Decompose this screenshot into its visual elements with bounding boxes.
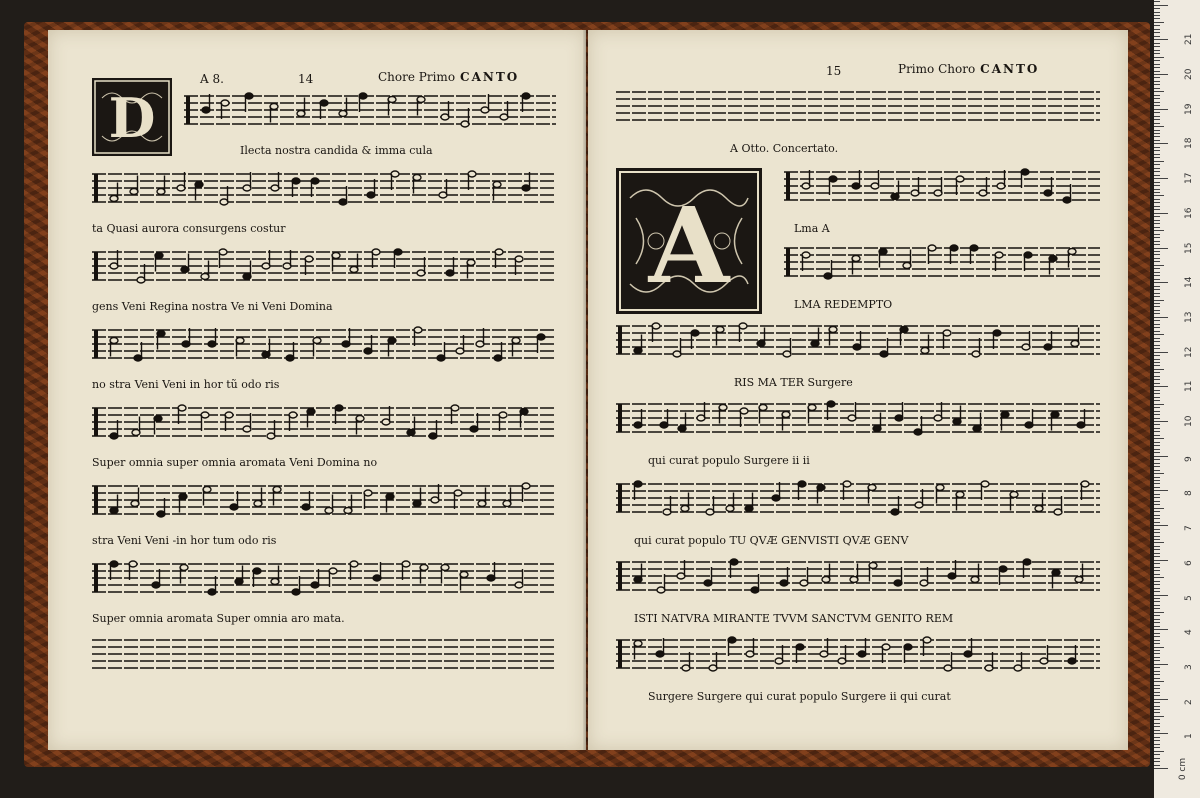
ruler-tick	[1154, 105, 1160, 106]
measurement-ruler	[1154, 0, 1200, 798]
ruler-tick	[1154, 220, 1160, 221]
ruler-tick	[1154, 515, 1160, 516]
ruler-tick	[1154, 463, 1160, 464]
ruler-tick	[1154, 758, 1160, 759]
music-staff	[92, 560, 556, 596]
ruler-tick	[1154, 296, 1160, 297]
ruler-tick	[1154, 695, 1160, 696]
ruler-number: 4	[1184, 629, 1194, 636]
ruler-number: 12	[1184, 346, 1194, 358]
ruler-tick	[1154, 574, 1160, 575]
music-staff	[784, 244, 1100, 280]
ruler-tick	[1154, 279, 1160, 280]
right-page	[588, 30, 1128, 750]
left-initial-letter: D	[108, 86, 156, 150]
ruler-tick	[1154, 712, 1160, 713]
left-page-header	[378, 70, 519, 84]
ruler-tick	[1154, 154, 1160, 155]
right-header-choir: Primo Choro	[898, 62, 976, 76]
ruler-tick	[1154, 588, 1160, 589]
ruler-tick	[1154, 438, 1164, 439]
ruler-tick	[1154, 140, 1160, 141]
ruler-tick	[1154, 511, 1160, 512]
ruler-tick	[1154, 362, 1160, 363]
ruler-tick	[1154, 518, 1160, 519]
ruler-tick	[1154, 43, 1160, 44]
right-header-part: CANTO	[980, 62, 1040, 76]
ruler-tick	[1154, 57, 1164, 58]
ruler-tick	[1154, 112, 1160, 113]
ruler-tick	[1154, 230, 1164, 231]
music-staff	[616, 400, 1100, 436]
lyric-line: ta Quasi aurora consurgens costur	[92, 222, 286, 235]
music-staff	[184, 92, 556, 128]
ruler-tick	[1154, 18, 1160, 19]
ruler-tick	[1154, 414, 1160, 415]
ruler-tick	[1154, 640, 1160, 641]
ruler-tick	[1154, 678, 1160, 679]
ruler-tick	[1154, 123, 1160, 124]
ruler-tick	[1154, 64, 1160, 65]
right-decorated-initial	[616, 168, 762, 314]
ruler-tick	[1154, 754, 1160, 755]
ruler-tick	[1154, 234, 1160, 235]
ruler-tick	[1154, 293, 1160, 294]
ruler-tick	[1154, 452, 1160, 453]
ruler-tick	[1154, 213, 1168, 214]
ruler-tick	[1154, 765, 1160, 766]
ruler-tick	[1154, 77, 1160, 78]
ruler-tick	[1154, 737, 1160, 738]
ruler-tick	[1154, 466, 1160, 467]
ruler-tick	[1154, 428, 1160, 429]
ruler-tick	[1154, 768, 1168, 769]
music-staff	[784, 168, 1100, 204]
ruler-tick	[1154, 636, 1160, 637]
ruler-tick	[1154, 265, 1164, 266]
ruler-tick	[1154, 532, 1160, 533]
ruler-tick	[1154, 303, 1160, 304]
ruler-tick	[1154, 504, 1160, 505]
ruler-tick	[1154, 626, 1160, 627]
ruler-tick	[1154, 130, 1160, 131]
ruler-tick	[1154, 664, 1168, 665]
ruler-tick	[1154, 681, 1164, 682]
ruler-tick	[1154, 209, 1160, 210]
lyric-line: Super omnia super omnia aromata Veni Domina no	[92, 456, 378, 469]
ruler-tick	[1154, 730, 1160, 731]
lyric-line: Surgere Surgere qui curat populo Surgere ii qui curat	[648, 690, 951, 703]
ruler-tick	[1154, 761, 1160, 762]
right-page-subtitle: A Otto. Concertato.	[730, 142, 839, 155]
ruler-tick	[1154, 60, 1160, 61]
ruler-tick	[1154, 185, 1160, 186]
ruler-tick	[1154, 716, 1164, 717]
ruler-tick	[1154, 36, 1160, 37]
ruler-tick	[1154, 345, 1160, 346]
ruler-tick	[1154, 53, 1160, 54]
music-staff	[92, 636, 556, 672]
ruler-tick	[1154, 660, 1160, 661]
ruler-tick	[1154, 601, 1160, 602]
ruler-tick	[1154, 577, 1164, 578]
ruler-tick	[1154, 612, 1164, 613]
ruler-tick	[1154, 258, 1160, 259]
ruler-tick	[1154, 248, 1168, 249]
ruler-tick	[1154, 147, 1160, 148]
ruler-tick	[1154, 483, 1160, 484]
ruler-number: 1	[1184, 733, 1194, 740]
ruler-tick	[1154, 591, 1160, 592]
ruler-tick	[1154, 522, 1160, 523]
ruler-tick	[1154, 490, 1168, 491]
ruler-tick	[1154, 8, 1160, 9]
ruler-tick	[1154, 404, 1164, 405]
ruler-tick	[1154, 424, 1160, 425]
ruler-tick	[1154, 619, 1160, 620]
ruler-tick	[1154, 719, 1160, 720]
ruler-tick	[1154, 341, 1160, 342]
ruler-tick	[1154, 359, 1160, 360]
ruler-tick	[1154, 560, 1168, 561]
ruler-tick	[1154, 244, 1160, 245]
ruler-tick	[1154, 723, 1160, 724]
ruler-tick	[1154, 348, 1160, 349]
ruler-tick	[1154, 192, 1160, 193]
lyric-line: stra Veni Veni -in hor tum odo ris	[92, 534, 277, 547]
ruler-tick	[1154, 365, 1160, 366]
ruler-tick	[1154, 699, 1168, 700]
ruler-tick	[1154, 223, 1160, 224]
ruler-tick	[1154, 150, 1160, 151]
ruler-tick	[1154, 629, 1168, 630]
ruler-tick	[1154, 1, 1160, 2]
lyric-line: qui curat populo TU QVÆ GENVISTI QVÆ GENV	[634, 534, 909, 547]
ruler-tick	[1154, 216, 1160, 217]
ruler-tick	[1154, 383, 1160, 384]
lyric-line: Super omnia aromata Super omnia aro mata.	[92, 612, 345, 625]
ruler-tick	[1154, 272, 1160, 273]
ruler-tick	[1154, 261, 1160, 262]
ruler-tick	[1154, 487, 1160, 488]
ruler-number: 14	[1184, 276, 1194, 289]
ruler-tick	[1154, 494, 1160, 495]
ruler-tick	[1154, 81, 1160, 82]
left-page-signature: A 8.	[200, 72, 224, 86]
ruler-tick	[1154, 164, 1160, 165]
ruler-tick	[1154, 116, 1160, 117]
ruler-tick	[1154, 442, 1160, 443]
ruler-number: 21	[1184, 33, 1194, 46]
ruler-tick	[1154, 84, 1160, 85]
ruler-tick	[1154, 733, 1168, 734]
ruler-tick	[1154, 317, 1168, 318]
ruler-tick	[1154, 747, 1160, 748]
ruler-tick	[1154, 289, 1160, 290]
ruler-tick	[1154, 449, 1160, 450]
lyric-line: gens Veni Regina nostra Ve ni Veni Domina	[92, 300, 333, 313]
left-header-part: CANTO	[460, 70, 520, 84]
ruler-tick	[1154, 657, 1160, 658]
ruler-tick	[1154, 386, 1168, 387]
lyric-line: Lma A	[794, 222, 830, 235]
ruler-tick	[1154, 400, 1160, 401]
ruler-tick	[1154, 275, 1160, 276]
music-staff	[92, 170, 556, 206]
ruler-tick	[1154, 459, 1160, 460]
ruler-tick	[1154, 605, 1160, 606]
ruler-tick	[1154, 685, 1160, 686]
ruler-tick	[1154, 32, 1160, 33]
ruler-tick	[1154, 556, 1160, 557]
lyric-line: Ilecta nostra candida & imma cula	[240, 144, 433, 157]
music-staff	[92, 482, 556, 518]
ruler-tick	[1154, 546, 1160, 547]
ruler-tick	[1154, 168, 1160, 169]
ruler-tick	[1154, 109, 1168, 110]
ruler-tick	[1154, 653, 1160, 654]
ruler-tick	[1154, 71, 1160, 72]
ruler-tick	[1154, 477, 1160, 478]
ruler-number: 18	[1184, 137, 1194, 150]
ruler-tick	[1154, 411, 1160, 412]
ruler-tick	[1154, 390, 1160, 391]
ruler-number: 11	[1184, 380, 1194, 393]
ruler-tick	[1154, 497, 1160, 498]
music-staff	[92, 404, 556, 440]
ruler-tick	[1154, 372, 1160, 373]
ruler-tick	[1154, 726, 1160, 727]
ruler-tick	[1154, 88, 1160, 89]
ruler-tick	[1154, 643, 1160, 644]
music-staff	[616, 322, 1100, 358]
ruler-tick	[1154, 286, 1160, 287]
ruler-number: 3	[1184, 664, 1194, 670]
lyric-line: ISTI NATVRA MIRANTE TVVM SANCTVM GENITO REM	[634, 612, 954, 625]
ruler-tick	[1154, 136, 1160, 137]
ruler-tick	[1154, 692, 1160, 693]
ruler-number: 8	[1184, 490, 1194, 497]
ruler-number: 13	[1184, 311, 1194, 323]
right-page-number: 15	[826, 64, 842, 78]
ruler-tick	[1154, 379, 1160, 380]
ruler-number: 15	[1184, 242, 1194, 254]
ruler-tick	[1154, 254, 1160, 255]
ruler-tick	[1154, 338, 1160, 339]
ruler-tick	[1154, 536, 1160, 537]
ruler-tick	[1154, 431, 1160, 432]
ruler-tick	[1154, 549, 1160, 550]
ruler-tick	[1154, 570, 1160, 571]
ruler-tick	[1154, 584, 1160, 585]
ruler-tick	[1154, 22, 1164, 23]
ruler-tick	[1154, 195, 1164, 196]
ruler-tick	[1154, 25, 1160, 26]
ruler-tick	[1154, 310, 1160, 311]
ruler-number: 2	[1184, 698, 1194, 705]
ruler-tick	[1154, 435, 1160, 436]
ruler-tick	[1154, 647, 1164, 648]
ruler-tick	[1154, 320, 1160, 321]
ruler-number: 6	[1184, 560, 1194, 566]
ruler-tick	[1154, 199, 1160, 200]
lyric-line: LMA REDEMPTO	[794, 298, 893, 311]
ruler-tick	[1154, 171, 1160, 172]
lyric-line: no stra Veni Veni in hor tũ odo ris	[92, 378, 280, 391]
music-staff	[616, 88, 1100, 124]
ruler-tick	[1154, 241, 1160, 242]
ruler-tick	[1154, 393, 1160, 394]
lyric-line: qui curat populo Surgere ii ii	[648, 454, 810, 467]
ruler-number: 7	[1184, 525, 1194, 532]
ruler-tick	[1154, 563, 1160, 564]
ruler-tick	[1154, 397, 1160, 398]
ruler-number: 10	[1184, 415, 1194, 427]
ruler-tick	[1154, 525, 1168, 526]
ruler-tick	[1154, 508, 1164, 509]
music-staff	[616, 558, 1100, 594]
left-decorated-initial	[92, 78, 172, 156]
ruler-tick	[1154, 161, 1164, 162]
ruler-tick	[1154, 598, 1160, 599]
ruler-number: 9	[1184, 455, 1194, 462]
ruler-tick	[1154, 480, 1160, 481]
ruler-tick	[1154, 633, 1160, 634]
ruler-tick	[1154, 407, 1160, 408]
ruler-tick	[1154, 421, 1168, 422]
ruler-tick	[1154, 157, 1160, 158]
ruler-tick	[1154, 376, 1160, 377]
ruler-tick	[1154, 445, 1160, 446]
ruler-tick	[1154, 251, 1160, 252]
ruler-tick	[1154, 119, 1160, 120]
ruler-tick	[1154, 133, 1160, 134]
ruler-tick	[1154, 470, 1160, 471]
ruler-tick	[1154, 706, 1160, 707]
ruler-tick	[1154, 501, 1160, 502]
ruler-tick	[1154, 553, 1160, 554]
ruler-tick	[1154, 282, 1168, 283]
ruler-tick	[1154, 15, 1160, 16]
ruler-tick	[1154, 189, 1160, 190]
ruler-tick	[1154, 608, 1160, 609]
ruler-number: 19	[1184, 103, 1194, 115]
ruler-tick	[1154, 740, 1160, 741]
ruler-tick	[1154, 327, 1160, 328]
ruler-tick	[1154, 227, 1160, 228]
ruler-tick	[1154, 74, 1168, 75]
ruler-tick	[1154, 102, 1160, 103]
ruler-tick	[1154, 324, 1160, 325]
ruler-tick	[1154, 206, 1160, 207]
ruler-tick	[1154, 50, 1160, 51]
ruler-tick	[1154, 5, 1168, 6]
ruler-tick	[1154, 418, 1160, 419]
left-page	[48, 30, 586, 750]
ruler-tick	[1154, 355, 1160, 356]
ruler-tick	[1154, 91, 1164, 92]
ruler-number: 17	[1184, 172, 1194, 185]
ruler-tick	[1154, 529, 1160, 530]
ruler-tick	[1154, 126, 1164, 127]
ruler-tick	[1154, 688, 1160, 689]
ruler-number: 20	[1184, 68, 1194, 80]
ruler-tick	[1154, 143, 1168, 144]
ruler-tick	[1154, 331, 1160, 332]
ruler-tick	[1154, 95, 1160, 96]
ruler-tick	[1154, 667, 1160, 668]
music-staff	[616, 636, 1100, 672]
ruler-tick	[1154, 202, 1160, 203]
ruler-tick	[1154, 39, 1168, 40]
ruler-tick	[1154, 539, 1160, 540]
ruler-tick	[1154, 313, 1160, 314]
ruler-tick	[1154, 29, 1160, 30]
ruler-tick	[1154, 744, 1160, 745]
right-page-header	[898, 62, 1039, 76]
lyric-line: RIS MA TER Surgere	[734, 376, 853, 389]
ruler-tick	[1154, 300, 1164, 301]
ruler-tick	[1154, 702, 1160, 703]
ruler-tick	[1154, 12, 1160, 13]
ruler-number: 16	[1184, 207, 1194, 219]
ruler-tick	[1154, 709, 1160, 710]
ruler-tick	[1154, 369, 1164, 370]
ruler-tick	[1154, 98, 1160, 99]
music-staff	[92, 248, 556, 284]
music-staff	[616, 480, 1100, 516]
ruler-unit-label: 0 cm	[1178, 757, 1189, 781]
ruler-tick	[1154, 567, 1160, 568]
ruler-tick	[1154, 306, 1160, 307]
ruler-tick	[1154, 473, 1164, 474]
ruler-tick	[1154, 751, 1164, 752]
ruler-tick	[1154, 671, 1160, 672]
left-page-number: 14	[298, 72, 314, 86]
ruler-tick	[1154, 456, 1168, 457]
ruler-tick	[1154, 182, 1160, 183]
ruler-tick	[1154, 175, 1160, 176]
ruler-tick	[1154, 268, 1160, 269]
ruler-tick	[1154, 237, 1160, 238]
ruler-tick	[1154, 334, 1164, 335]
right-initial-letter: A	[648, 184, 730, 307]
ruler-tick	[1154, 352, 1168, 353]
ruler-tick	[1154, 595, 1168, 596]
ruler-tick	[1154, 178, 1168, 179]
ruler-tick	[1154, 67, 1160, 68]
ruler-tick	[1154, 542, 1164, 543]
ruler-number: 5	[1184, 594, 1194, 601]
ruler-tick	[1154, 581, 1160, 582]
music-staff	[92, 326, 556, 362]
ruler-tick	[1154, 650, 1160, 651]
ruler-tick	[1154, 615, 1160, 616]
ruler-tick	[1154, 622, 1160, 623]
ruler-tick	[1154, 674, 1160, 675]
ruler-tick	[1154, 46, 1160, 47]
left-header-choir: Chore Primo	[378, 70, 456, 84]
